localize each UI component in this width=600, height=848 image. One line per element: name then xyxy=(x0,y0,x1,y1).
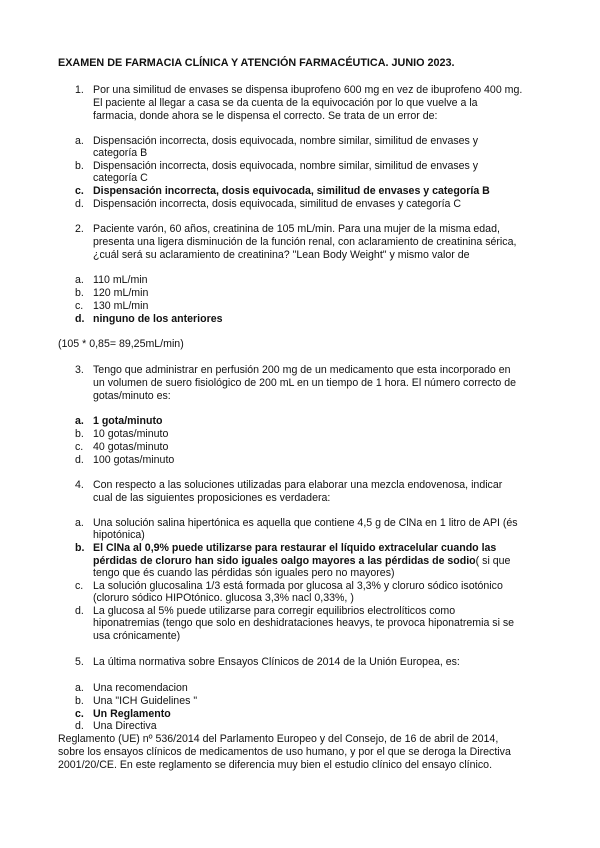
question-text-line: Con respecto a las soluciones utilizadas para elaborar una mezcla endovenosa, indicar xyxy=(93,479,503,491)
answer-note: (105 * 0,85= 89,25mL/min) xyxy=(58,338,184,350)
question-text-line: cual de las siguientes proposiciones es verdadera: xyxy=(93,492,331,504)
question-text-line: ¿cuál será su aclaramiento de creatinina? "Lean Body Weight" y mismo valor de xyxy=(93,249,470,261)
option-letter-correct: c. xyxy=(75,708,84,720)
option-letter: d. xyxy=(75,720,84,732)
option-text-correct: ninguno de los anteriores xyxy=(93,313,223,325)
option-text: 10 gotas/minuto xyxy=(93,428,169,440)
option-text: La solución glucosalina 1/3 está formada por glucosa al 3,3% y cloruro sódico isotónico xyxy=(93,580,503,592)
option-letter: d. xyxy=(75,454,84,466)
answer-note: 2001/20/CE. En este reglamento se diferencia muy bien el estudio clínico del ensayo clínico. xyxy=(58,759,493,771)
question-text-line: La última normativa sobre Ensayos Clínicos de 2014 de la Unión Europea, es: xyxy=(93,656,460,668)
option-text: Dispensación incorrecta, dosis equivocada, similitud de envases y categoría C xyxy=(93,198,462,210)
option-text: hipotónica) xyxy=(93,529,145,541)
option-text: Una Directiva xyxy=(93,720,157,732)
question-text-line: Tengo que administrar en perfusión 200 mg de un medicamento que esta incorporado en xyxy=(93,364,511,376)
question-number: 3. xyxy=(75,364,84,376)
question-number: 4. xyxy=(75,479,84,491)
option-text: Dispensación incorrecta, dosis equivocada, nombre similar, similitud de envases y xyxy=(93,160,479,172)
option-letter: c. xyxy=(75,580,84,592)
option-text-correct: El ClNa al 0,9% puede utilizarse para restaurar el líquido extracelular cuando las xyxy=(93,542,497,554)
question-text-line: presenta una ligera disminución de la función renal, con aclaramiento de creatinina sérica, xyxy=(93,236,517,248)
option-text: categoría B xyxy=(93,147,148,159)
question-text-line: Por una similitud de envases se dispensa ibuprofeno 600 mg en vez de ibuprofeno 400 mg. xyxy=(93,84,523,96)
option-text: Una "ICH Guidelines " xyxy=(93,695,198,707)
option-letter-correct: b. xyxy=(75,542,85,554)
option-letter: a. xyxy=(75,135,84,147)
option-letter: a. xyxy=(75,274,84,286)
question-text-line: farmacia, donde ahora se le dispensa el correcto. Se trata de un error de: xyxy=(93,110,438,122)
option-letter: c. xyxy=(75,441,84,453)
exam-title: EXAMEN DE FARMACIA CLÍNICA Y ATENCIÓN FARMACÉUTICA. JUNIO 2023. xyxy=(58,57,455,69)
option-text-correct: Dispensación incorrecta, dosis equivocada, similitud de envases y categoría B xyxy=(93,185,490,197)
option-text: 100 gotas/minuto xyxy=(93,454,175,466)
option-letter: b. xyxy=(75,287,84,299)
answer-note: Reglamento (UE) nº 536/2014 del Parlamento Europeo y del Consejo, de 16 de abril de 2014, xyxy=(58,733,499,745)
option-letter: c. xyxy=(75,300,84,312)
option-text-correct: 1 gota/minuto xyxy=(93,415,163,427)
question-number: 1. xyxy=(75,84,84,96)
option-letter: d. xyxy=(75,605,84,617)
option-letter-correct: a. xyxy=(75,415,84,427)
option-text: Dispensación incorrecta, dosis equivocada, nombre similar, similitud de envases y xyxy=(93,135,479,147)
option-text: categoría C xyxy=(93,172,148,184)
option-text: 40 gotas/minuto xyxy=(93,441,169,453)
option-text: Una recomendacion xyxy=(93,682,188,694)
option-letter: b. xyxy=(75,160,84,172)
option-text: 110 mL/min xyxy=(93,274,148,286)
question-text-line: un volumen de suero fisiológico de 200 mL en un tiempo de 1 hora. El número correcto de xyxy=(93,377,517,389)
option-text: (cloruro sódico HIPOtónico. glucosa 3,3% nacl 0,33%, ) xyxy=(93,592,354,604)
option-text: La glucosa al 5% puede utilizarse para corregir equilibrios electrolíticos como xyxy=(93,605,456,617)
question-text-line: Paciente varón, 60 años, creatinina de 105 mL/min. Para una mujer de la misma edad, xyxy=(93,223,500,235)
option-comment: ( si que xyxy=(475,555,511,567)
question-number: 2. xyxy=(75,223,84,235)
option-text-correct: pérdidas de cloruro han sido iguales oalgo mayores a las pérdidas de sodio xyxy=(93,555,476,567)
option-letter-correct: c. xyxy=(75,185,84,197)
option-letter: d. xyxy=(75,198,84,210)
question-number: 5. xyxy=(75,656,84,668)
option-letter-correct: d. xyxy=(75,313,85,325)
option-letter: b. xyxy=(75,428,84,440)
question-text-line: gotas/minuto es: xyxy=(93,390,171,402)
option-text: 130 mL/min xyxy=(93,300,149,312)
question-text-line: El paciente al llegar a casa se da cuenta de la equivocación por lo que vuelve a la xyxy=(93,97,478,109)
option-comment: tengo que és cuando las pérdidas són iguales pero no mayores) xyxy=(93,567,395,579)
option-text: Una solución salina hipertónica es aquella que contiene 4,5 g de ClNa en 1 litro de API (és xyxy=(93,517,518,529)
answer-note: sobre los ensayos clínicos de medicamentos de uso humano, y por el que se deroga la Directiva xyxy=(58,746,511,758)
option-text: 120 mL/min xyxy=(93,287,149,299)
option-letter: a. xyxy=(75,517,84,529)
option-text: hiponatremias (tengo que solo en deshidrataciones heavys, te provoca hiponatremia si se xyxy=(93,617,515,629)
option-text-correct: Un Reglamento xyxy=(93,708,171,720)
option-letter: b. xyxy=(75,695,84,707)
option-text: usa crónicamente) xyxy=(93,630,181,642)
option-letter: a. xyxy=(75,682,84,694)
